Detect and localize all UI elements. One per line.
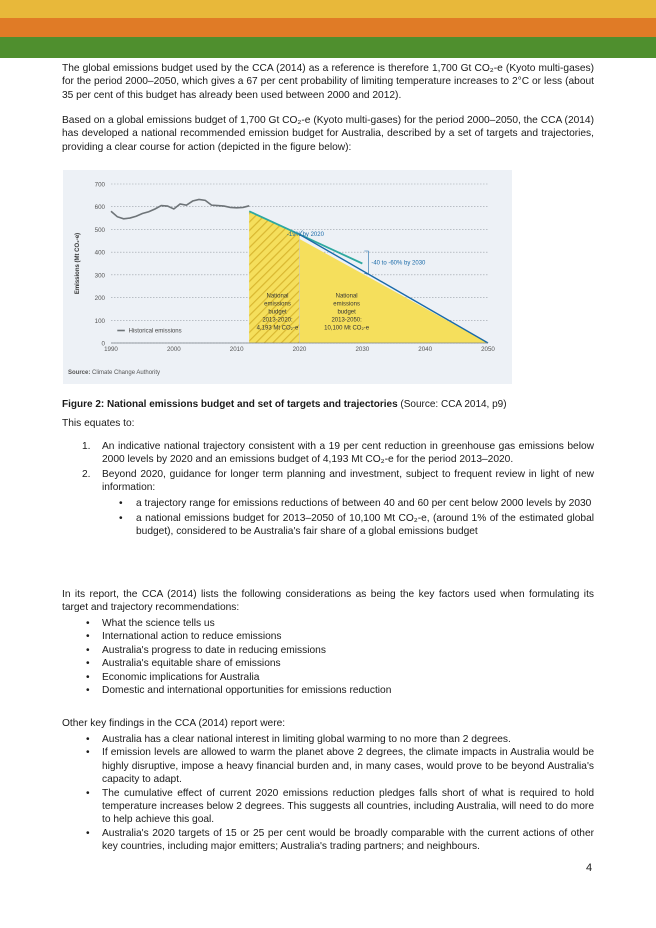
list-item [62,684,594,697]
list-item-text: Australia's progress to date in reducing emissions [102,644,326,656]
paragraph-global-budget: The global emissions budget used by the CCA (2014) as a reference is therefore 1,700 Gt CO₂-e (Kyoto multi-gases) for the period 2000–2050, which gives a 67 per cent probability of limiting temperature increases to 2°C or less (about 35 per cent of this budget has already been used between 2000 and 2012). [62,63,594,101]
list-item [62,671,594,684]
list-item [62,827,594,854]
figure-caption [62,399,507,410]
list-item [62,787,594,827]
annotation-2030: -40 to -60% by 2030 [371,260,426,267]
header-band-yellow [0,0,656,18]
bullet-icon: • [86,747,90,759]
paragraph-considerations: In its report, the CCA (2014) lists the following considerations as being the key factors used when formulating its target and trajectory recommendations: [62,589,594,614]
bullet-icon: • [86,618,90,629]
header-band-orange [0,18,656,37]
list-item-text: Australia has a clear national interest in limiting global warming to no more than 2 degrees. [102,734,511,745]
y-tick-label: 600 [94,204,105,212]
budget-2013-2020-label: National [266,293,289,300]
y-tick-label: 100 [94,317,105,325]
budget-2013-2020-label: 2013-2020: [262,317,293,324]
emissions-chart [63,170,512,384]
list-item-text: Economic implications for Australia [102,671,260,683]
figure-caption-source: (Source: CCA 2014, p9) [397,399,507,410]
header-band-green [0,37,656,58]
chart-source [68,370,160,376]
y-tick-label: 400 [94,249,105,257]
y-tick-label: 500 [94,226,105,234]
paragraph-findings: Other key findings in the CCA (2014) report were: [62,718,286,729]
list-item-text: Beyond 2020, guidance for longer term planning and investment, subject to frequent review in light of new information: [102,468,594,494]
budget-2013-2050-label: 2013-2050: [331,317,362,324]
y-tick-label: 0 [101,340,105,348]
bullet-icon: • [86,827,90,839]
list-item [62,746,594,786]
list-item-text: Australia's equitable share of emissions [102,658,281,670]
x-tick-label: 2040 [418,346,433,353]
bullet-icon: • [86,734,90,745]
numbered-list-item [62,440,594,467]
budget-2013-2020-label: emissions [264,301,291,308]
y-tick-label: 300 [94,272,105,280]
list-item-text: Domestic and international opportunities for emissions reduction [102,685,392,697]
numbered-list-item [62,468,594,495]
x-tick-label: 2020 [292,346,307,353]
considerations-list [62,617,594,697]
page-number: 4 [586,862,593,874]
list-number: 2. [82,468,91,480]
annotation-2020: -19% by 2020 [286,232,324,239]
y-tick-label: 200 [94,295,105,303]
y-tick-label: 700 [94,181,105,189]
numbered-list [62,440,594,539]
bullet-icon: • [86,644,90,656]
budget-2013-2050-label: National [335,293,358,300]
list-item [62,733,594,746]
annotation-bracket [364,251,368,274]
bullet-icon: • [86,685,90,697]
budget-2013-2050-label: 10,100 Mt CO₂-e [324,325,370,332]
budget-2013-2050-label: emissions [333,301,360,308]
list-item [62,630,594,643]
legend-label: Historical emissions [128,328,182,335]
list-item-text: International action to reduce emissions [102,631,282,643]
paragraph-national-budget: Based on a global emissions budget of 1,700 Gt CO₂-e (Kyoto multi-gases) for the period 2000–2050, the CCA (2014) has developed a national recommended emission budget for Australia, described by a set of targets and trajectories, providing a clear course for action (depicted in the figure below): [62,115,594,153]
bullet-icon: • [86,671,90,683]
bullet-icon: • [119,497,123,509]
list-item-text: What the science tells us [102,618,215,629]
budget-2013-2050-label: budget [337,309,356,316]
bullet-icon: • [86,787,90,799]
x-tick-label: 2030 [355,346,370,353]
historical-emissions-line [111,199,249,218]
budget-2013-2020-label: budget [268,309,287,316]
sub-item-text: a national emissions budget for 2013–2050 of 10,100 Mt CO₂-e, (around 1% of the estimated global budget), considered to be Australia's fair share of a global emissions budget [136,513,594,538]
list-item [62,644,594,657]
list-number: 1. [82,441,91,452]
list-item-text: Australia's 2020 targets of 15 or 25 per cent would be broadly comparable with the current actions of other key countries, including major emitters; Australia's trading partners; and neighbours. [102,827,594,853]
sub-list-item [62,497,594,510]
emissions-chart-svg [63,170,512,384]
x-tick-label: 2050 [481,346,495,353]
x-tick-label: 1990 [104,346,118,353]
chart-source-text: Climate Change Authority [90,370,161,376]
bullet-icon: • [86,631,90,643]
sub-item-text: a trajectory range for emissions reductions of between 40 and 60 per cent below 2000 levels by 2030 [136,497,592,509]
list-item-text: The cumulative effect of current 2020 emissions reduction pledges falls short of what is required to hold temperature increases below 2 degrees. This suggests all countries, including Australia, will need to do more to help achieve this goal. [102,787,594,826]
x-tick-label: 2010 [229,346,244,353]
equates-text: This equates to: [62,418,135,429]
bullet-icon: • [86,658,90,670]
chart-source-label: Source: [68,370,91,376]
findings-list [62,733,594,854]
list-item-text: An indicative national trajectory consistent with a 19 per cent reduction in greenhouse gas emissions below 2000 levels by 2020 and an emissions budget of 4,193 Mt CO₂-e for the period 2013–2020. [102,441,594,466]
bullet-icon: • [119,513,123,525]
list-item [62,657,594,670]
figure-caption-title: Figure 2: National emissions budget and set of targets and trajectories [62,399,398,410]
sub-list-item [62,512,594,539]
list-item [62,617,594,630]
budget-2013-2020-label: 4,193 Mt CO₂-e [256,325,299,332]
list-item-text: If emission levels are allowed to warm the planet above 2 degrees, the climate impacts in Australia would be highly disruptive, impose a heavy financial burden and, in many cases, would prove to be beyond Australia's capacity to adapt. [102,747,594,786]
x-tick-label: 2000 [166,346,181,353]
y-axis-label: Emissions (Mt CO₂-e) [75,232,81,295]
